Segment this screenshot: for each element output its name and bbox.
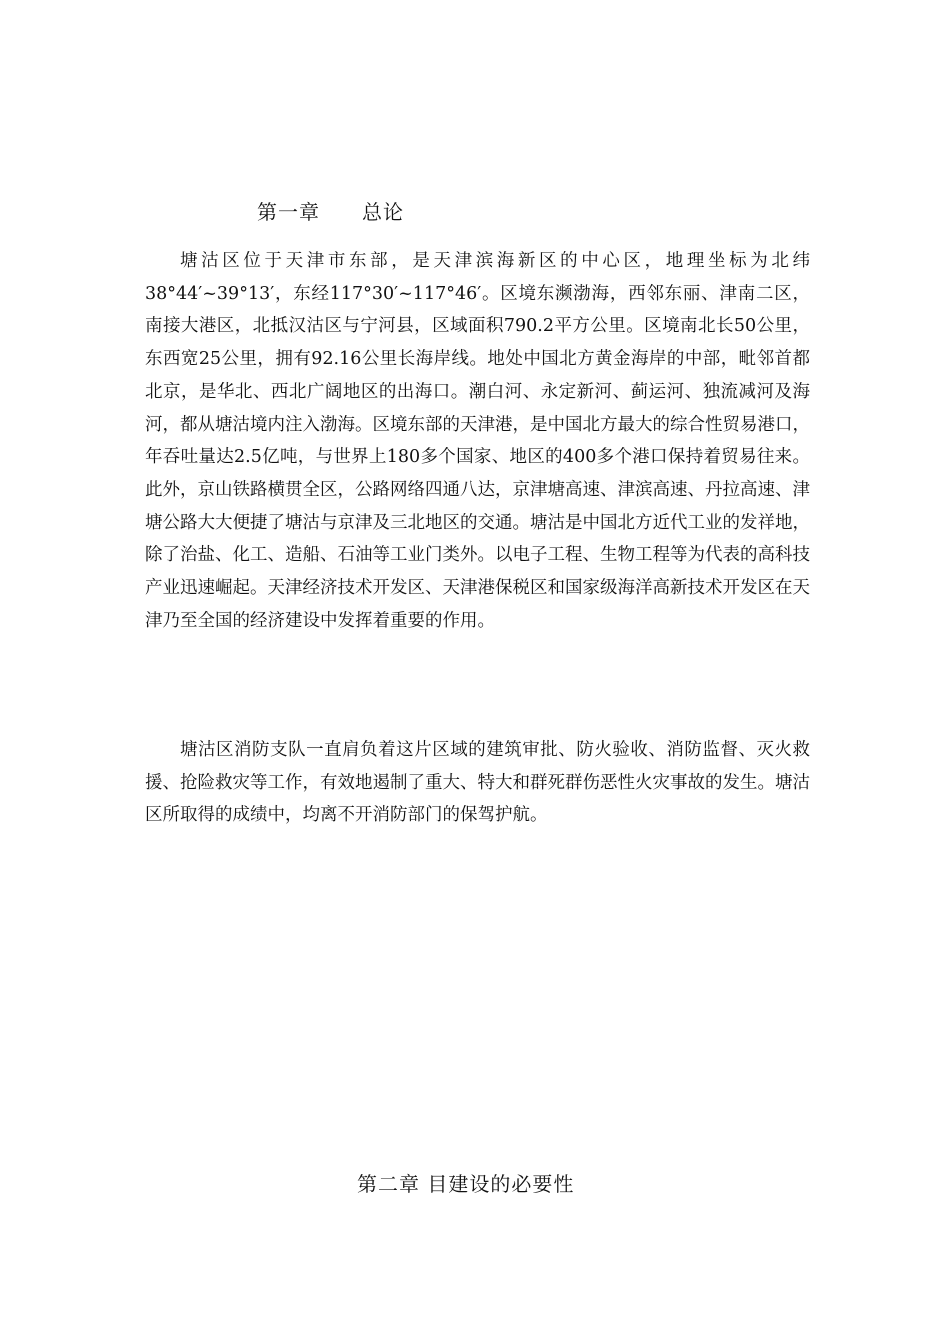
paragraph-fire-brigade: 塘沽区消防支队一直肩负着这片区域的建筑审批、防火验收、消防监督、灭火救援、抢险救灾等工作，有效地遏制了重大、特大和群死群伤恶性火灾事故的发生。塘沽区所取得的成绩中，均离不开消防部门的保驾护航。 — [145, 740, 810, 826]
paragraph-overview: 塘沽区位于天津市东部，是天津滨海新区的中心区，地理坐标为北纬38°44′~39°13′，东经117°30′~117°46′。区境东濒渤海，西邻东丽、津南二区，南接大港区，北抵汉沽区与宁河县，区域面积790.2平方公里。区境南北长50公里，东西宽25公里，拥有92.16公里长海岸线。地处中国北方黄金海岸的中部，毗邻首都北京，是华北、西北广阔地区的出海口。潮白河、永定新河、蓟运河、独流减河及海河，都从塘沽境内注入渤海。区境东部的天津港，是中国北方最大的综合性贸易港口，年吞吐量达2.5亿吨，与世界上180多个国家、地区的400多个港口保持着贸易往来。此外，京山铁路横贯全区，公路网络四通八达，京津塘高速、津滨高速、丹拉高速、津塘公路大大便捷了塘沽与京津及三北地区的交通。塘沽是中国北方近代工业的发祥地，除了治盐、化工、造船、石油等工业门类外。以电子工程、生物工程等为代表的高科技产业迅速崛起。天津经济技术开发区、天津港保税区和国家级海洋高新技术开发区在天津乃至全国的经济建设中发挥着重要的作用。 — [145, 251, 810, 631]
chapter-2-heading: 第二章 目建设的必要性 — [357, 1172, 575, 1196]
chapter-1-heading: 第一章 总论 — [257, 200, 404, 224]
